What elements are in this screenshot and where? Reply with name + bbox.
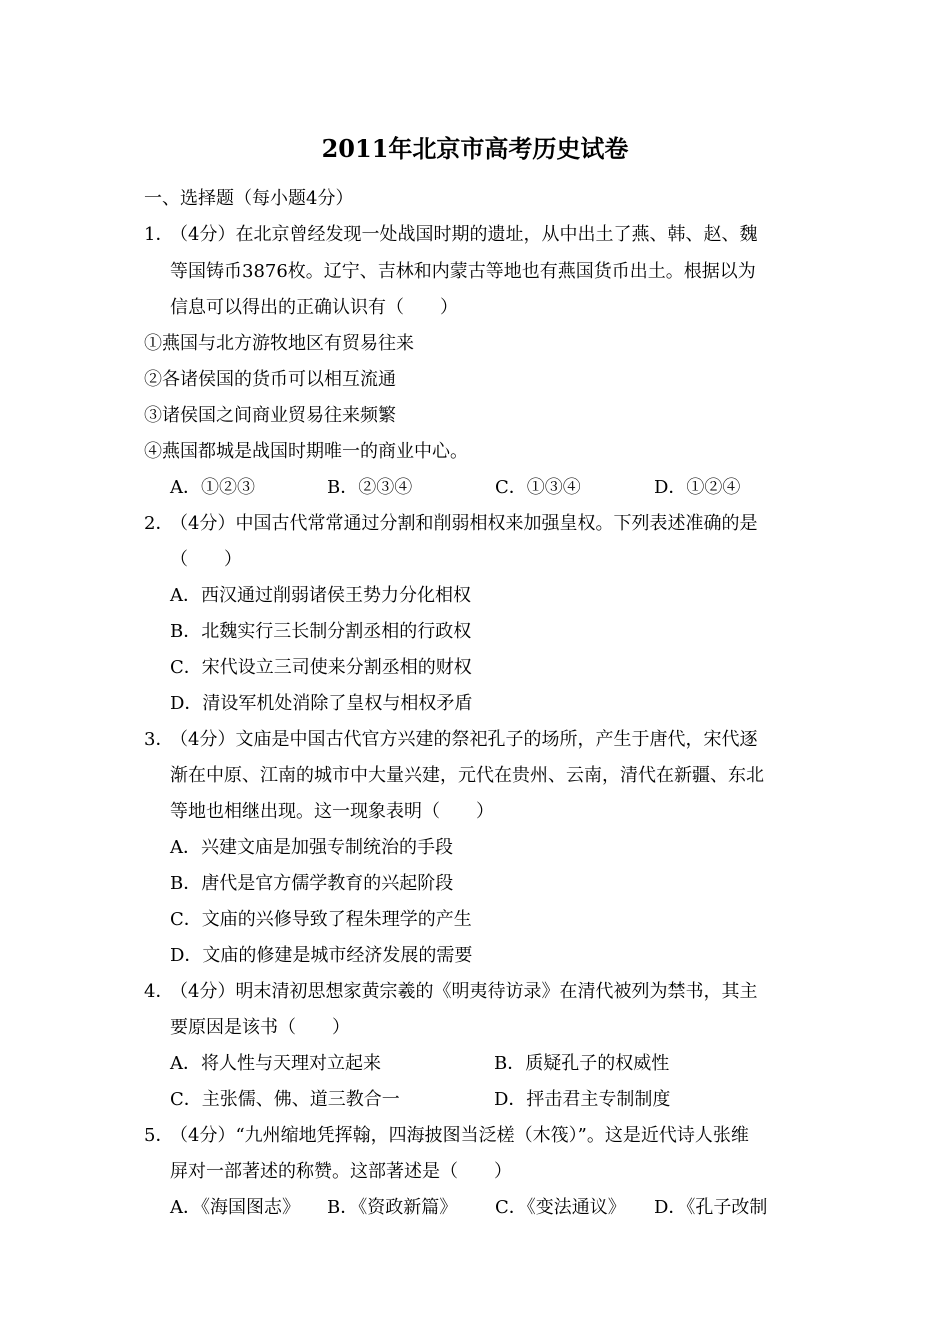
question-number: 5． (144, 1125, 174, 1146)
question-5 (144, 1123, 749, 1149)
option-c: C．文庙的兴修导致了程朱理学的产生 (170, 909, 472, 930)
question-text: （4分）在北京曾经发现一处战国时期的遗址，从中出土了燕、韩、赵、魏 (170, 224, 758, 245)
option-a: A．《海国图志》 (170, 1197, 300, 1218)
option-b: B．②③④ (327, 477, 413, 498)
question-text: （ ） (170, 549, 242, 570)
section-heading: 一、选择题（每小题4分） (144, 188, 354, 209)
question-number: 4． (144, 981, 174, 1002)
option-a: A．①②③ (170, 477, 255, 498)
question-number: 2． (144, 513, 174, 534)
question-number: 3． (144, 729, 174, 750)
question-text: （4分）“九州缩地凭挥翰，四海披图当泛槎（木筏）”。这是近代诗人张维 (170, 1125, 749, 1146)
question-4 (144, 979, 757, 1005)
statement-item: ③诸侯国之间商业贸易往来频繁 (144, 405, 396, 426)
statement-item: ④燕国都城是战国时期唯一的商业中心。 (144, 441, 468, 462)
option-a: A．西汉通过削弱诸侯王势力分化相权 (170, 585, 471, 606)
page-title: 2011年北京市高考历史试卷 (321, 134, 629, 163)
question-3 (144, 727, 757, 753)
answer-options (170, 1195, 810, 1221)
question-text: 信息可以得出的正确认识有（ ） (170, 297, 458, 318)
question-text: （4分）中国古代常常通过分割和削弱相权来加强皇权。下列表述准确的是 (170, 513, 758, 534)
option-d: D．《孔子改制 (654, 1197, 768, 1218)
option-b: B．质疑孔子的权威性 (494, 1053, 670, 1074)
question-number: 1． (144, 224, 174, 245)
question-2 (144, 511, 757, 537)
option-d: D．文庙的修建是城市经济发展的需要 (170, 945, 473, 966)
statement-item: ②各诸侯国的货币可以相互流通 (144, 369, 396, 390)
question-text: 等地也相继出现。这一现象表明（ ） (170, 801, 494, 822)
answer-options (170, 1051, 810, 1077)
option-a: A．兴建文庙是加强专制统治的手段 (170, 837, 453, 858)
option-d: D．清设军机处消除了皇权与相权矛盾 (170, 693, 473, 714)
statement-item: ①燕国与北方游牧地区有贸易往来 (144, 333, 414, 354)
question-text: 屏对一部著述的称赞。这部著述是（ ） (170, 1161, 512, 1182)
option-d: D．抨击君主专制制度 (494, 1089, 671, 1110)
question-1 (144, 222, 757, 248)
option-c: C．《变法通议》 (495, 1197, 626, 1218)
question-text: 渐在中原、江南的城市中大量兴建，元代在贵州、云南，清代在新疆、东北 (170, 765, 764, 786)
question-text: 等国铸币3876枚。辽宁、吉林和内蒙古等地也有燕国货币出土。根据以为 (170, 261, 756, 282)
option-c: C．①③④ (495, 477, 581, 498)
answer-options (170, 475, 810, 501)
option-d: D．①②④ (654, 477, 741, 498)
question-text: （4分）明末清初思想家黄宗羲的《明夷待访录》在清代被列为禁书，其主 (170, 981, 758, 1002)
answer-options (170, 1087, 810, 1113)
option-b: B．北魏实行三长制分割丞相的行政权 (170, 621, 472, 642)
option-b: B．唐代是官方儒学教育的兴起阶段 (170, 873, 454, 894)
option-b: B．《资政新篇》 (327, 1197, 458, 1218)
option-a: A．将人性与天理对立起来 (170, 1053, 381, 1074)
question-text: （4分）文庙是中国古代官方兴建的祭祀孔子的场所，产生于唐代，宋代逐 (170, 729, 758, 750)
option-c: C．宋代设立三司使来分割丞相的财权 (170, 657, 472, 678)
option-c: C．主张儒、佛、道三教合一 (170, 1089, 400, 1110)
question-text: 要原因是该书（ ） (170, 1017, 350, 1038)
